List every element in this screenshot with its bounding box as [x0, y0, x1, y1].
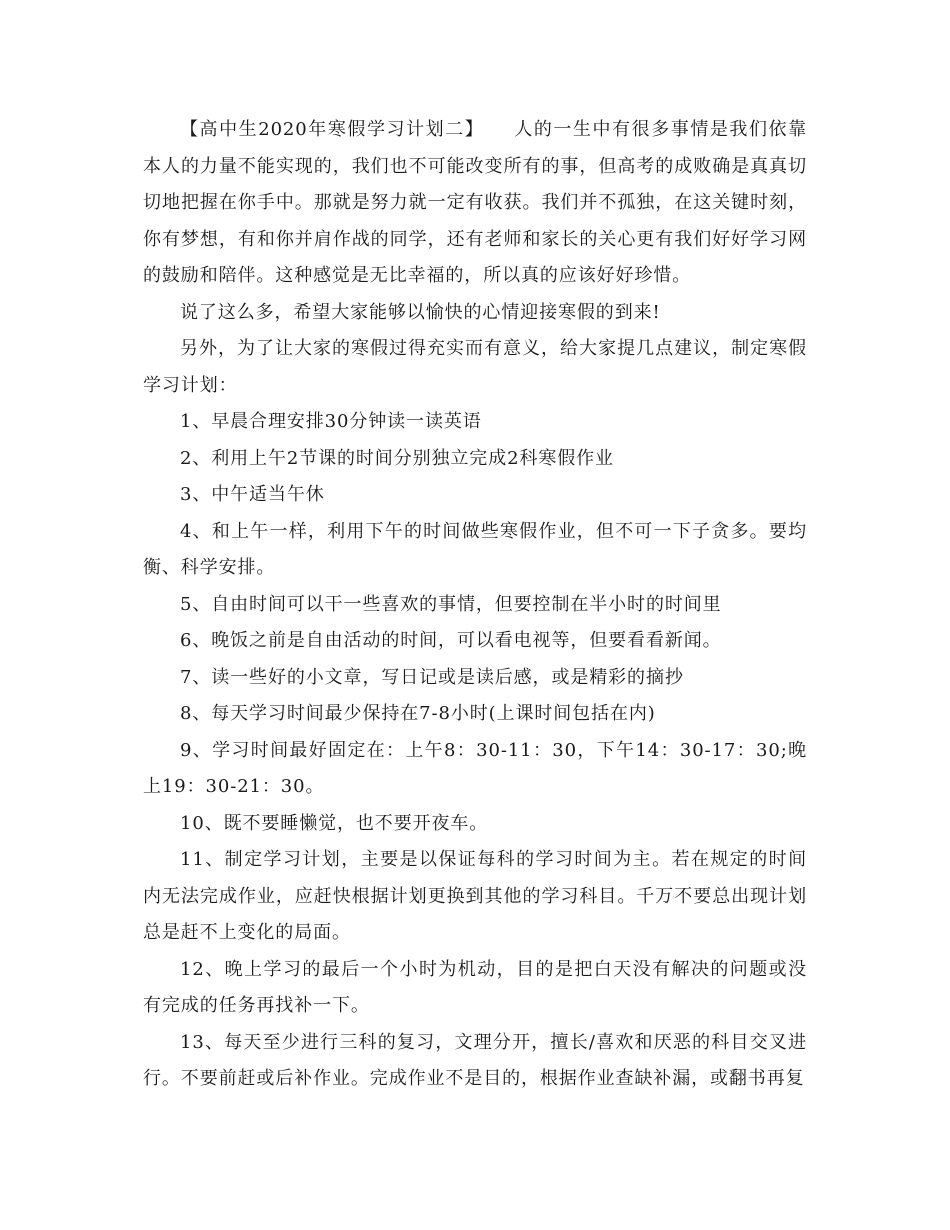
plan-item-2: 2、利用上午2节课的时间分别独立完成2科寒假作业: [180, 447, 614, 469]
plan-item-13: 13、每天至少进行三科的复习，文理分开，擅长/喜欢和厌恶的科目交叉进行。不要前赶或后补作业。完成作业不是目的，根据作业查缺补漏，或翻书再复: [143, 1031, 807, 1089]
plan-item-10: 10、既不要睡懒觉，也不要开夜车。: [180, 812, 489, 834]
plan-item-7: 7、读一些好的小文章，写日记或是读后感，或是精彩的摘抄: [180, 666, 684, 688]
plan-item-1: 1、早晨合理安排30分钟读一读英语: [180, 411, 482, 432]
intro-paragraph: [143, 112, 807, 295]
intro-title: 【高中生2020年寒假学习计划二】: [180, 119, 485, 140]
plan-item-5: 5、自由时间可以干一些喜欢的事情，但要控制在半小时的时间里: [180, 593, 722, 615]
paragraph-closing-wish: 说了这么多，希望大家能够以愉快的心情迎接寒假的到来!: [180, 301, 661, 323]
plan-item-8: 8、每天学习时间最少保持在7-8小时(上课时间包括在内): [180, 703, 656, 724]
plan-item-12: 12、晚上学习的最后一个小时为机动，目的是把白天没有解决的问题或没有完成的任务再找补一下。: [143, 958, 807, 1016]
plan-item-6: 6、晚饭之前是自由活动的时间，可以看电视等，但要看看新闻。: [180, 630, 722, 651]
plan-item-11: 11、制定学习计划，主要是以保证每科的学习时间为主。若在规定的时间内无法完成作业，应赶快根据计划更换到其他的学习科目。千万不要总出现计划总是赶不上变化的局面。: [143, 849, 807, 943]
document-body: [143, 112, 807, 1098]
intro-text: 人的一生中有很多事情是我们依靠本人的力量不能实现的，我们也不可能改变所有的事，但高考的成败确是真真切切地把握在你手中。那就是努力就一定有收获。我们并不孤独，在这关键时刻，你有梦想，有和你并肩作战的同学，还有老师和家长的关心更有我们好好学习网的鼓励和陪伴。这种感觉是无比幸福的，所以真的应该好好珍惜。: [143, 119, 808, 286]
plan-item-4: 4、和上午一样，利用下午的时间做些寒假作业，但不可一下子贪多。要均衡、科学安排。: [143, 520, 807, 578]
paragraph-suggestions-intro: 另外，为了让大家的寒假过得充实而有意义，给大家提几点建议，制定寒假学习计划：: [143, 338, 807, 396]
plan-item-3: 3、中午适当午休: [180, 484, 325, 505]
plan-item-9: 9、学习时间最好固定在：上午8：30-11：30，下午14：30-17：30;晚上19：30-21：30。: [143, 739, 807, 797]
